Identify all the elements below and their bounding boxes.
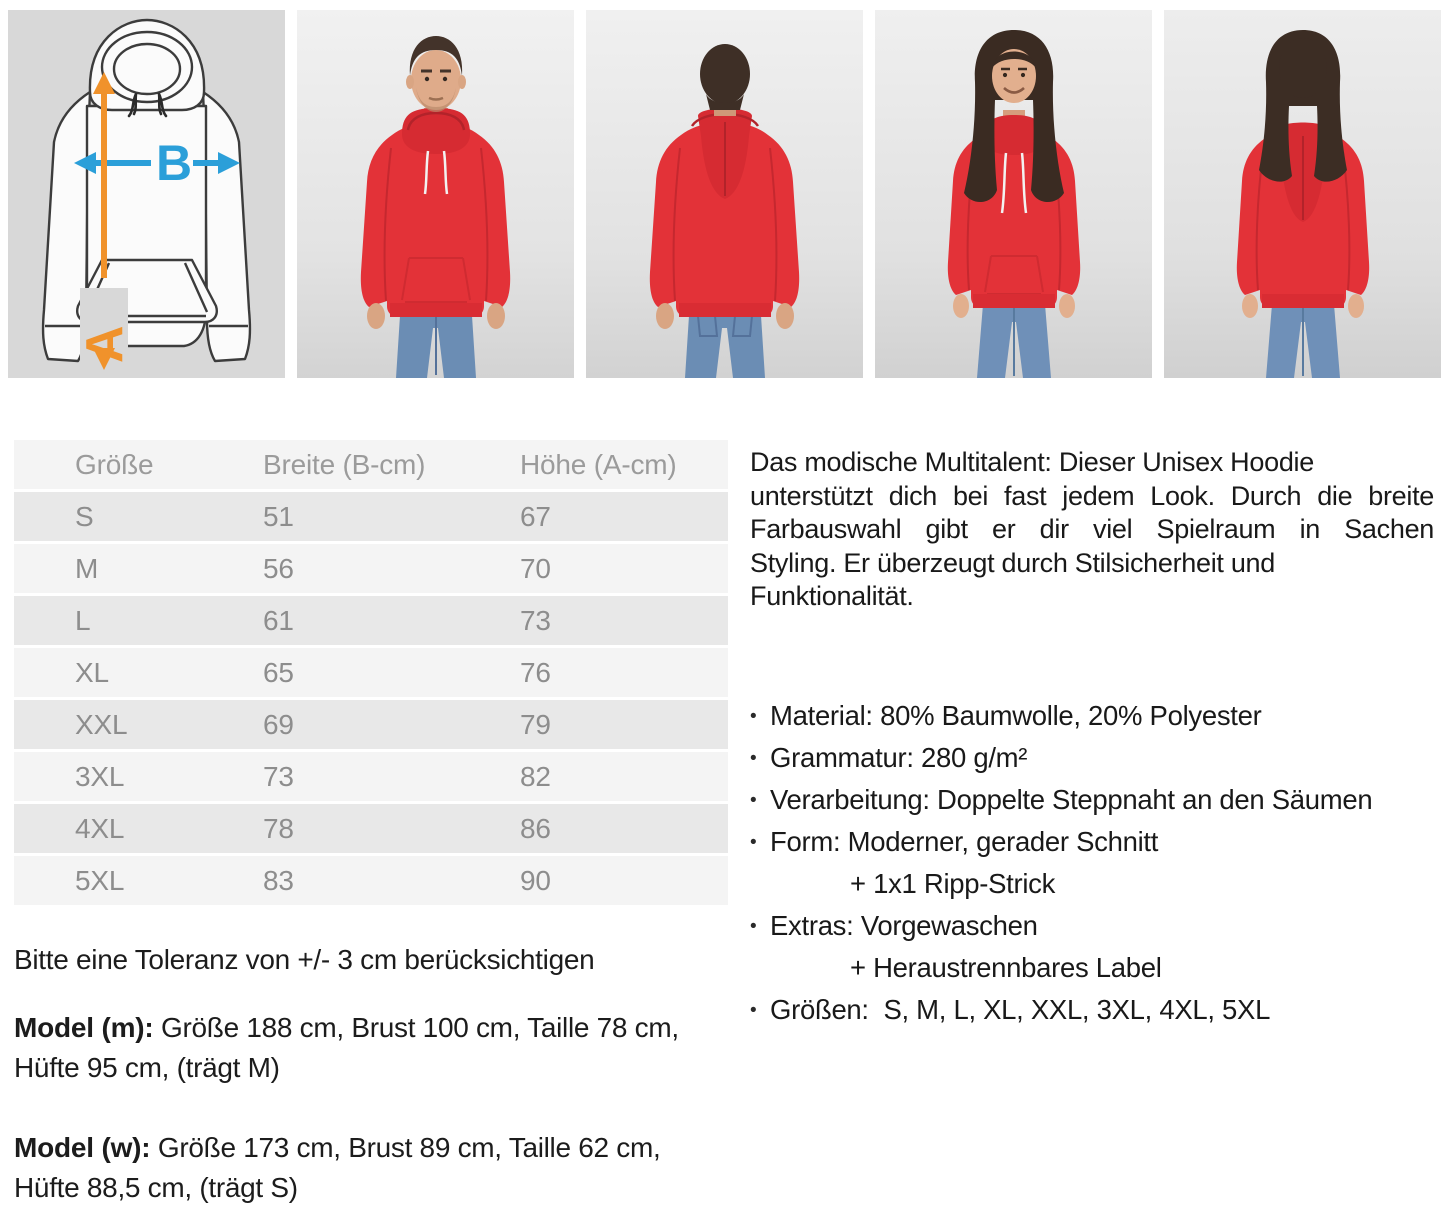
description-line: Das modische Multitalent: Dieser Unisex Hoodie — [750, 447, 1314, 477]
model-m-text: Größe 188 cm, Brust 100 cm, Taille 78 cm, Hüfte 95 cm, (trägt M) — [14, 1012, 679, 1083]
size-diagram — [8, 10, 285, 378]
description-line: Styling. Er überzeugt durch Stilsicherheit und — [750, 547, 1275, 578]
bullet-dot: • — [750, 1000, 757, 1021]
size-label: S — [14, 492, 263, 541]
feature-text: Extras: Vorgewaschen — [770, 910, 1038, 941]
feature-item — [750, 826, 1440, 868]
width-value: 73 — [263, 752, 520, 801]
feature-item — [750, 784, 1440, 826]
bullet-dot: • — [750, 706, 757, 727]
svg-text:B: B — [156, 135, 193, 191]
bullet-dot: • — [750, 832, 757, 853]
table-row — [14, 544, 728, 593]
height-value: 90 — [520, 856, 728, 905]
height-value: 82 — [520, 752, 728, 801]
feature-item-continuation — [750, 952, 1440, 994]
bullet-dot: • — [750, 790, 757, 811]
feature-item — [750, 742, 1440, 784]
size-label: 3XL — [14, 752, 263, 801]
col-header-hoehe: Höhe (A-cm) — [520, 440, 728, 489]
width-value: 61 — [263, 596, 520, 645]
feature-item-continuation — [750, 868, 1440, 910]
model-m-label: Model (m): — [14, 1012, 154, 1043]
feature-list — [750, 700, 1440, 1036]
svg-text:A: A — [76, 325, 134, 363]
table-row — [14, 752, 728, 801]
feature-text: Größen: S, M, L, XL, XXL, 3XL, 4XL, 5XL — [770, 994, 1271, 1025]
feature-text: + 1x1 Ripp-Strick — [850, 868, 1056, 899]
feature-text: Grammatur: 280 g/m² — [770, 742, 1028, 773]
bullet-dot: • — [750, 916, 757, 937]
height-value: 73 — [520, 596, 728, 645]
feature-text: Form: Moderner, gerader Schnitt — [770, 826, 1159, 857]
table-row — [14, 492, 728, 541]
table-row — [14, 648, 728, 697]
table-row — [14, 856, 728, 905]
hoodie-measure-illustration — [8, 10, 285, 378]
width-value: 65 — [263, 648, 520, 697]
width-value: 69 — [263, 700, 520, 749]
size-table — [14, 437, 728, 908]
size-label: XXL — [14, 700, 263, 749]
photo-female-front — [875, 10, 1152, 378]
table-row — [14, 804, 728, 853]
height-value: 79 — [520, 700, 728, 749]
col-header-groesse: Größe — [14, 440, 263, 489]
size-label: XL — [14, 648, 263, 697]
width-value: 83 — [263, 856, 520, 905]
feature-text: + Heraustrennbares Label — [850, 952, 1162, 983]
height-value: 67 — [520, 492, 728, 541]
photo-female-back — [1164, 10, 1441, 378]
width-value: 51 — [263, 492, 520, 541]
feature-item — [750, 700, 1440, 742]
description-line: Farbauswahl gibt er dir viel Spielraum in Sachen — [750, 514, 1434, 544]
description-line: Funktionalität. — [750, 581, 914, 611]
tolerance-note: Bitte eine Toleranz von +/- 3 cm berücksichtigen — [14, 944, 595, 975]
photo-male-front — [297, 10, 574, 378]
feature-item — [750, 910, 1440, 952]
height-value: 86 — [520, 804, 728, 853]
height-value: 76 — [520, 648, 728, 697]
size-label: 4XL — [14, 804, 263, 853]
width-value: 56 — [263, 544, 520, 593]
product-image-strip — [8, 10, 1441, 378]
col-header-breite: Breite (B-cm) — [263, 440, 520, 489]
size-label: M — [14, 544, 263, 593]
feature-text: Verarbeitung: Doppelte Steppnaht an den Säumen — [770, 784, 1373, 815]
model-m-info — [14, 1008, 720, 1088]
model-w-text: Größe 173 cm, Brust 89 cm, Taille 62 cm, Hüfte 88,5 cm, (trägt S) — [14, 1132, 661, 1203]
width-value: 78 — [263, 804, 520, 853]
product-description — [750, 446, 1434, 614]
bullet-dot: • — [750, 748, 757, 769]
photo-male-back — [586, 10, 863, 378]
table-row — [14, 700, 728, 749]
feature-item — [750, 994, 1440, 1036]
size-table-header — [14, 440, 728, 489]
feature-text: Material: 80% Baumwolle, 20% Polyester — [770, 700, 1262, 731]
model-w-info — [14, 1128, 720, 1208]
size-label: L — [14, 596, 263, 645]
table-row — [14, 596, 728, 645]
model-w-label: Model (w): — [14, 1132, 151, 1163]
height-value: 70 — [520, 544, 728, 593]
description-line: unterstützt dich bei fast jedem Look. Durch die breite — [750, 480, 1434, 511]
size-label: 5XL — [14, 856, 263, 905]
